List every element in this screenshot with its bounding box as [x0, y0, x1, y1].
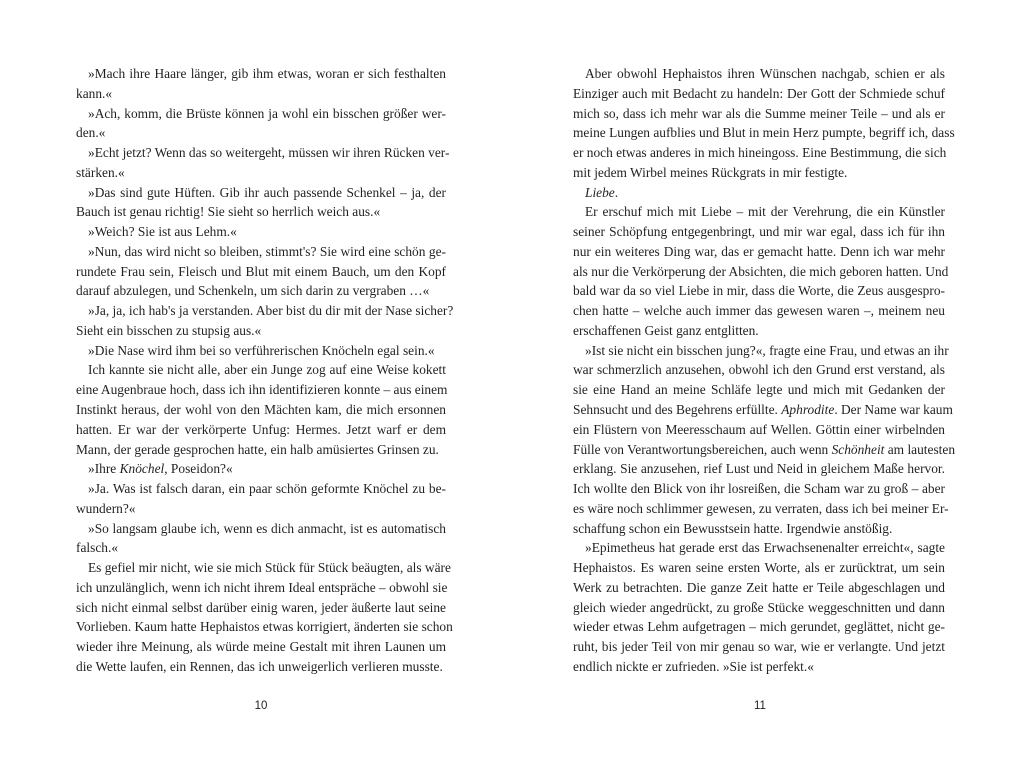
- text-run: »Ihre: [88, 461, 120, 477]
- right-page-body: [573, 64, 956, 677]
- text-line: Werk zu betrachten. Die ganze Zeit hatte er Teile abgeschlagen und: [573, 579, 945, 595]
- text-line: bald war da so viel Liebe in mir, dass die Worte, die Zeus ausgespro-: [573, 283, 945, 299]
- text-line: »Ja. Was ist falsch daran, ein paar schön geformte Knöchel zu be-: [88, 481, 446, 497]
- text-line: die Wette laufen, ein Rennen, das ich unweigerlich verlieren musste.: [76, 658, 443, 674]
- text-line: Instinkt heraus, der wohl von den Mächten kam, die mich ersonnen: [76, 402, 446, 418]
- text-line: stärken.«: [76, 164, 125, 180]
- text-run: Sehnsucht und des Begehrens erfüllte.: [573, 402, 782, 418]
- text-line: »So langsam glaube ich, wenn es dich anmacht, ist es automatisch: [88, 520, 446, 536]
- text-line: »Die Nase wird ihm bei so verführerischen Knöcheln egal sein.«: [88, 342, 435, 358]
- left-page-body: [76, 64, 454, 677]
- text-line: Ich kannte sie nicht alle, aber ein Junge zog auf eine Weise kokett: [88, 362, 446, 378]
- text-line: endlich nickte er zufrieden. »Sie ist perfekt.«: [573, 658, 814, 674]
- text-line: kann.«: [76, 85, 113, 101]
- text-line: [76, 459, 446, 479]
- page-number-right: 11: [754, 700, 766, 712]
- emphasis-text: Schönheit: [831, 441, 885, 457]
- text-line: als nur die Verkörperung der Absichten, die mich geboren hatten. Und: [573, 263, 949, 279]
- text-line: meine Lungen aufblies und Blut in mein Herz pumpte, begriff ich, dass: [573, 125, 955, 141]
- text-line: gleich wieder angedrückt, zu große Stücke weggeschnitten und dann: [573, 599, 945, 615]
- text-line: ruht, bis jeder Teil von mir genau so war, wie er verlangte. Und jetzt: [573, 639, 945, 655]
- text-line: [573, 183, 945, 203]
- text-line: erklang. Sie anzusehen, rief Lust und Neid in gleichem Maße hervor.: [573, 461, 945, 477]
- text-line: ich unzulänglich, wenn ich nicht ihrem Ideal entspräche – obwohl sie: [76, 579, 448, 595]
- text-line: »Mach ihre Haare länger, gib ihm etwas, woran er sich festhalten: [88, 66, 446, 81]
- text-run: am lautesten: [884, 441, 956, 457]
- text-line: sie eine Hand an meine Schläfe legte und mich mit Gedanken der: [573, 382, 945, 398]
- text-run: , Poseidon?«: [164, 461, 233, 477]
- text-line: »Weich? Sie ist aus Lehm.«: [88, 224, 237, 240]
- text-line: Er erschuf mich mit Liebe – mit der Verehrung, die ein Künstler: [585, 204, 945, 220]
- emphasis-text: Liebe: [585, 184, 615, 200]
- text-line: wieder ihre Meinung, als würde meine Gestalt mit ihren Launen um: [76, 639, 446, 655]
- text-line: wieder etwas Lehm aufgetragen – mich gerundet, geglättet, nicht ge-: [573, 619, 945, 635]
- text-run: Fülle von Verantwortungsbereichen, auch wenn: [573, 441, 832, 457]
- text-line: schaffung schon ein Bewusstsein hatte. Irgendwie anstößig.: [573, 520, 893, 536]
- text-line: er noch etwas anderes in mich hineingoss. Eine Bestimmung, die sich: [573, 145, 947, 161]
- text-line: war schmerzlich anzusehen, obwohl ich den Grund erst verstand, als: [573, 362, 945, 378]
- text-line: ein Flüstern von Meeresschaum auf Wellen. Göttin einer wirbelnden: [573, 421, 945, 437]
- text-line: falsch.«: [76, 540, 119, 556]
- text-line: es wäre noch schlimmer gewesen, zu verraten, dass ich bei meiner Er-: [573, 500, 949, 516]
- text-line: »Ach, komm, die Brüste können ja wohl ein bisschen größer wer-: [88, 105, 446, 121]
- page-number-left: 10: [254, 700, 268, 712]
- text-line: »Ist sie nicht ein bisschen jung?«, fragte eine Frau, und etwas an ihr: [585, 342, 949, 358]
- text-line: Ich wollte den Blick von ihr losreißen, die Scham war zu groß – aber: [573, 481, 945, 497]
- text-line: sich nicht einmal selbst darüber einig waren, jeder äußerte laut seine: [76, 599, 446, 615]
- text-line: eine Augenbraue hoch, dass ich ihn identifizieren konnte – aus einem: [76, 382, 448, 398]
- text-line: Sieht ein bisschen zu stupsig aus.«: [76, 322, 262, 338]
- text-line: den.«: [76, 125, 106, 141]
- text-line: »Das sind gute Hüften. Gib ihr auch passende Schenkel – ja, der: [88, 184, 446, 200]
- text-line: Aber obwohl Hephaistos ihren Wünschen nachgab, schien er als: [585, 66, 945, 81]
- text-line: Bauch ist genau richtig! Sie sieht so herrlich weich aus.«: [76, 204, 381, 220]
- text-line: seiner Schöpfung entgegenbringt, und mir war egal, dass ich für ihn: [573, 224, 945, 240]
- text-line: hatten. Er war der verkörperte Unfug: Hermes. Jetzt warf er dem: [76, 421, 446, 437]
- text-line: darauf abzulegen, und Schenkeln, um sich darin zu vergraben …«: [76, 283, 430, 299]
- text-line: Mann, der gerade gesprochen hatte, ein halb amüsiertes Grinsen zu.: [76, 441, 439, 457]
- text-line: chen hatte – welche auch immer das gewesen waren –, meinem neu: [573, 303, 945, 319]
- text-line: mich so, dass ich mehr war als die Summe meiner Teile – und als er: [573, 105, 945, 121]
- text-line: Hephaistos. Es waren seine ersten Worte, als er zurücktrat, um sein: [573, 560, 945, 576]
- text-line: wundern?«: [76, 500, 136, 516]
- text-line: »Epimetheus hat gerade erst das Erwachsenenalter erreicht«, sagte: [585, 540, 945, 556]
- text-line: rundete Frau sein, Fleisch und Blut mit einem Bauch, um den Kopf: [76, 263, 446, 279]
- emphasis-text: Aphrodite: [781, 402, 835, 418]
- text-line: »Echt jetzt? Wenn das so weitergeht, müssen wir ihren Rücken ver-: [88, 145, 450, 161]
- text-line: [573, 400, 953, 420]
- text-line: [573, 440, 956, 460]
- text-line: erschaffenen Geist ganz entglitten.: [573, 322, 759, 338]
- text-line: »Nun, das wird nicht so bleiben, stimmt's? Sie wird eine schön ge-: [88, 243, 446, 259]
- text-line: Einziger auch mit Bedacht zu handeln: Der Gott der Schmiede schuf: [573, 85, 945, 101]
- text-line: Es gefiel mir nicht, wie sie mich Stück für Stück beäugten, als wäre: [88, 560, 451, 576]
- emphasis-text: Knöchel: [119, 461, 165, 477]
- text-line: »Ja, ja, ich hab's ja verstanden. Aber bist du dir mit der Nase sicher?: [88, 303, 454, 319]
- text-line: mit jedem Wirbel meines Rückgrats in mir festigte.: [573, 164, 848, 180]
- text-line: nur ein weiteres Ding war, das er gemacht hatte. Denn ich war mehr: [573, 243, 945, 259]
- text-run: .: [614, 184, 619, 200]
- text-line: Vorlieben. Kaum hatte Hephaistos etwas korrigiert, änderten sie schon: [76, 619, 453, 635]
- text-run: . Der Name war kaum: [834, 402, 953, 418]
